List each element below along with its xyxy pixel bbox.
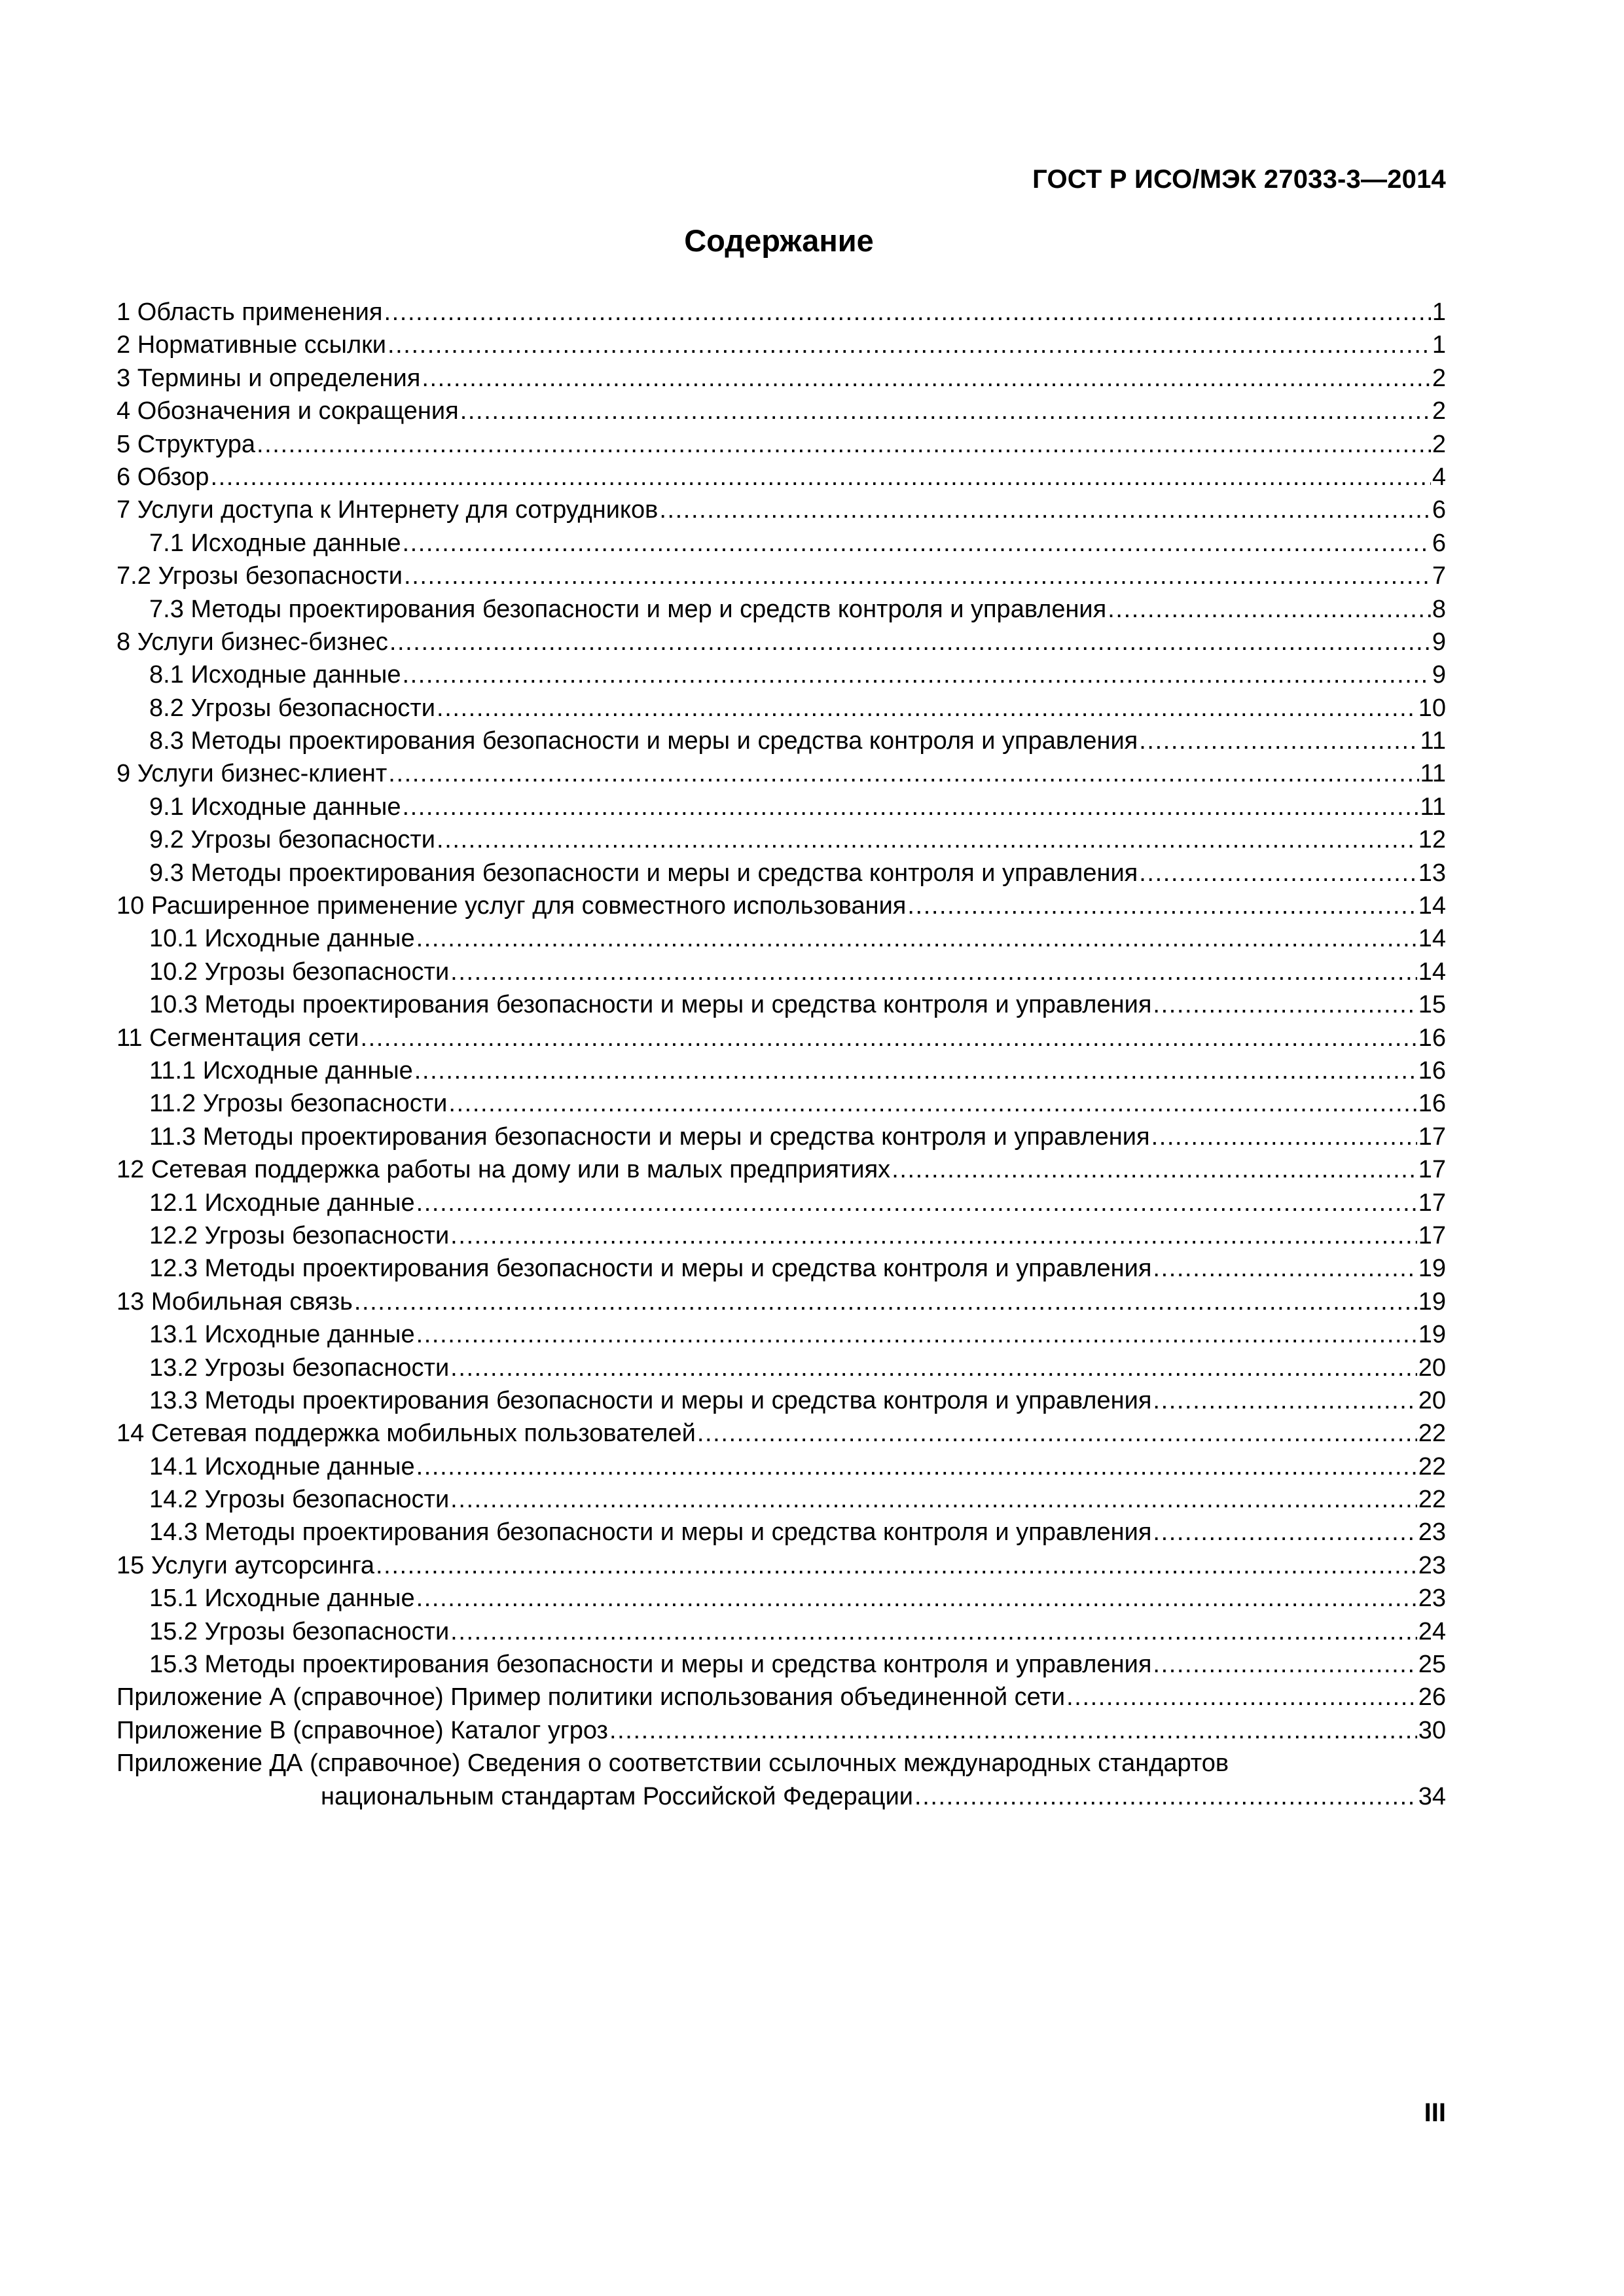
toc-entry-title: 12.3 Методы проектирования безопасности и меры и средства контроля и управления: [149, 1255, 1152, 1283]
toc-dot-leader: [1153, 1252, 1416, 1285]
toc-entry-title: 8.3 Методы проектирования безопасности и меры и средства контроля и управления: [149, 727, 1138, 755]
toc-entry-title: 8 Услуги бизнес-бизнес: [117, 628, 388, 656]
toc-entry-title: 2 Нормативные ссылки: [117, 331, 386, 359]
toc-entry-page: 14: [1418, 925, 1446, 953]
toc-dot-leader: [402, 658, 1430, 691]
toc-entry: [117, 791, 1446, 823]
toc-entry-page: 30: [1418, 1716, 1446, 1744]
toc-dot-leader: [1151, 1121, 1417, 1153]
toc-entry: [117, 956, 1446, 988]
toc-dot-leader: [914, 1780, 1417, 1813]
toc-entry-page: 22: [1418, 1420, 1446, 1448]
toc-entry-title: 7 Услуги доступа к Интернету для сотрудников: [117, 496, 659, 524]
toc-dot-leader: [1066, 1681, 1417, 1713]
toc-entry-title: 6 Обзор: [117, 463, 209, 491]
toc-entry: [117, 1483, 1446, 1516]
toc-entry: [117, 1054, 1446, 1087]
toc-entry: [117, 1648, 1446, 1681]
toc-entry: [117, 889, 1446, 922]
document-code: ГОСТ Р ИСО/МЭК 27033-3—2014: [1032, 165, 1446, 194]
toc-entry: [117, 362, 1446, 395]
toc-dot-leader: [609, 1714, 1417, 1747]
toc-dot-leader: [416, 1187, 1417, 1219]
toc-entry-page: 16: [1418, 1056, 1446, 1085]
toc-entry: [117, 1252, 1446, 1285]
toc-entry-title: 9.1 Исходные данные: [149, 793, 401, 821]
toc-entry-title: 15 Услуги аутсорсинга: [117, 1551, 374, 1579]
toc-dot-leader: [450, 1219, 1417, 1252]
toc-dot-leader: [450, 956, 1417, 988]
toc-entry: [117, 527, 1446, 560]
toc-entry-page: 19: [1418, 1287, 1446, 1316]
toc-entry-page: 14: [1418, 958, 1446, 986]
toc-entry-title: 11.2 Угрозы безопасности: [149, 1090, 448, 1118]
toc-entry: [117, 922, 1446, 955]
toc-dot-leader: [659, 493, 1431, 526]
toc-entry-page: 9: [1432, 661, 1446, 689]
toc-dot-leader: [1153, 1648, 1416, 1681]
toc-entry-title: 11.1 Исходные данные: [149, 1056, 413, 1085]
toc-entry-title: 14 Сетевая поддержка мобильных пользователей: [117, 1420, 696, 1448]
toc-dot-leader: [360, 1022, 1416, 1054]
toc-entry: [117, 493, 1446, 526]
toc-entry-page: 17: [1418, 1122, 1446, 1151]
toc-entry-page: 17: [1418, 1156, 1446, 1184]
toc-entry-page: 11: [1420, 793, 1446, 821]
toc-entry-title: национальным стандартам Российской Федерации: [321, 1782, 914, 1810]
toc-dot-leader: [450, 1615, 1417, 1648]
toc-dot-leader: [460, 395, 1431, 427]
toc-entry-page: 34: [1418, 1782, 1446, 1810]
toc-entry-page: 22: [1418, 1486, 1446, 1514]
toc-entry: [117, 1219, 1446, 1252]
toc-entry: [117, 1153, 1446, 1186]
toc-entry-page: 19: [1418, 1255, 1446, 1283]
toc-entry: [117, 1681, 1446, 1713]
toc-entry-title: 15.2 Угрозы безопасности: [149, 1617, 450, 1645]
toc-dot-leader: [416, 1582, 1417, 1615]
toc-entry-title: 10.3 Методы проектирования безопасности и меры и средства контроля и управления: [149, 991, 1152, 1019]
toc-entry-title: 4 Обозначения и сокращения: [117, 397, 459, 425]
toc-dot-leader: [416, 1318, 1417, 1351]
toc-dot-leader: [437, 692, 1417, 725]
toc-dot-leader: [907, 889, 1416, 922]
toc-entry-title: 7.3 Методы проектирования безопасности и мер и средств контроля и управления: [149, 595, 1107, 623]
toc-entry-page: 17: [1418, 1189, 1446, 1217]
toc-entry: [117, 1417, 1446, 1450]
toc-entry-page: 23: [1418, 1518, 1446, 1547]
toc-entry: [117, 1516, 1446, 1549]
toc-entry-title: 13.1 Исходные данные: [149, 1321, 415, 1349]
toc-dot-leader: [422, 362, 1431, 395]
toc-entry: [117, 857, 1446, 889]
toc-entry-title: Приложение ДА (справочное) Сведения о соответствии ссылочных международных стандартов: [117, 1749, 1229, 1778]
toc-entry-title: 9 Услуги бизнес-клиент: [117, 760, 388, 788]
toc-entry: [117, 692, 1446, 725]
toc-dot-leader: [450, 1352, 1417, 1384]
toc-entry: [117, 823, 1446, 856]
toc-entry-title: Приложение В (справочное) Каталог угроз: [117, 1716, 608, 1744]
toc-entry-page: 1: [1432, 331, 1446, 359]
toc-entry-title: 13.3 Методы проектирования безопасности и меры и средства контроля и управления: [149, 1386, 1152, 1414]
toc-entry-title: 8.2 Угрозы безопасности: [149, 694, 436, 722]
toc-entry-page: 2: [1432, 397, 1446, 425]
table-of-contents: [117, 296, 1446, 1813]
toc-dot-leader: [414, 1054, 1417, 1087]
toc-entry-page: 16: [1418, 1090, 1446, 1118]
toc-entry: [117, 329, 1446, 361]
toc-entry-title: 11.3 Методы проектирования безопасности и меры и средства контроля и управления: [149, 1122, 1150, 1151]
toc-entry-page: 2: [1432, 430, 1446, 458]
toc-entry-title: 7.1 Исходные данные: [149, 529, 401, 557]
toc-entry-page: 6: [1432, 496, 1446, 524]
toc-entry: [117, 658, 1446, 691]
toc-entry-title: 13.2 Угрозы безопасности: [149, 1354, 450, 1382]
toc-entry-page: 16: [1418, 1024, 1446, 1052]
toc-entry-page: 11: [1420, 727, 1446, 755]
toc-dot-leader: [389, 626, 1431, 658]
toc-entry: [117, 593, 1446, 626]
toc-entry-page: 24: [1418, 1617, 1446, 1645]
toc-dot-leader: [388, 757, 1418, 790]
toc-entry: [117, 626, 1446, 658]
toc-entry-title: 14.2 Угрозы безопасности: [149, 1486, 450, 1514]
toc-entry: [117, 1747, 1446, 1780]
toc-entry-title: 14.3 Методы проектирования безопасности и меры и средства контроля и управления: [149, 1518, 1152, 1547]
toc-entry-page: 20: [1418, 1386, 1446, 1414]
toc-dot-leader: [416, 922, 1417, 955]
toc-entry-title: 1 Область применения: [117, 298, 383, 326]
toc-entry: [117, 1121, 1446, 1153]
toc-entry: [117, 296, 1446, 329]
toc-entry: [117, 1285, 1446, 1318]
toc-entry: [117, 1582, 1446, 1615]
toc-entry-page: 19: [1418, 1321, 1446, 1349]
page-number: III: [1424, 2098, 1446, 2127]
toc-entry: [117, 1087, 1446, 1120]
toc-entry-page: 23: [1418, 1585, 1446, 1613]
toc-dot-leader: [402, 527, 1430, 560]
toc-entry-page: 2: [1432, 364, 1446, 392]
toc-dot-leader: [402, 791, 1418, 823]
toc-entry-page: 22: [1418, 1452, 1446, 1480]
toc-entry: [117, 1384, 1446, 1417]
toc-entry-page: 11: [1420, 760, 1446, 788]
toc-entry-page: 7: [1432, 562, 1446, 590]
toc-entry-page: 14: [1418, 892, 1446, 920]
toc-entry: [117, 461, 1446, 493]
toc-entry: [117, 395, 1446, 427]
toc-entry: [117, 1615, 1446, 1648]
toc-dot-leader: [892, 1153, 1417, 1186]
toc-entry: [117, 1318, 1446, 1351]
toc-dot-leader: [1139, 725, 1418, 757]
toc-entry: [117, 1352, 1446, 1384]
toc-entry-title: 10.1 Исходные данные: [149, 925, 415, 953]
toc-entry: [117, 560, 1446, 592]
toc-entry-page: 26: [1418, 1683, 1446, 1712]
toc-dot-leader: [1153, 988, 1416, 1021]
toc-entry: [117, 428, 1446, 461]
toc-entry-title: 11 Сегментация сети: [117, 1024, 359, 1052]
toc-entry-title: 12.1 Исходные данные: [149, 1189, 415, 1217]
toc-entry-page: 13: [1418, 859, 1446, 887]
toc-entry: [117, 1780, 1446, 1813]
toc-entry-page: 17: [1418, 1221, 1446, 1249]
toc-entry-title: 7.2 Угрозы безопасности: [117, 562, 403, 590]
toc-dot-leader: [1153, 1384, 1416, 1417]
toc-entry: [117, 988, 1446, 1021]
toc-entry-title: 13 Мобильная связь: [117, 1287, 353, 1316]
toc-dot-leader: [1153, 1516, 1416, 1549]
toc-entry-title: 5 Структура: [117, 430, 255, 458]
toc-dot-leader: [388, 329, 1431, 361]
toc-entry-page: 1: [1432, 298, 1446, 326]
toc-entry-page: 20: [1418, 1354, 1446, 1382]
toc-entry-title: 10 Расширенное применение услуг для совместного использования: [117, 892, 907, 920]
toc-entry-title: 14.1 Исходные данные: [149, 1452, 415, 1480]
toc-entry-title: 3 Термины и определения: [117, 364, 421, 392]
toc-entry: [117, 1450, 1446, 1483]
toc-dot-leader: [384, 296, 1430, 329]
toc-dot-leader: [1139, 857, 1416, 889]
toc-entry-page: 23: [1418, 1551, 1446, 1579]
toc-dot-leader: [376, 1549, 1417, 1582]
toc-entry-title: 12.2 Угрозы безопасности: [149, 1221, 450, 1249]
toc-entry-page: 12: [1418, 826, 1446, 854]
toc-entry-page: 9: [1432, 628, 1446, 656]
toc-dot-leader: [210, 461, 1430, 493]
toc-dot-leader: [257, 428, 1431, 461]
toc-entry-title: 9.2 Угрозы безопасности: [149, 826, 436, 854]
toc-entry-page: 4: [1432, 463, 1446, 491]
toc-entry-page: 6: [1432, 529, 1446, 557]
toc-dot-leader: [354, 1285, 1417, 1318]
toc-entry: [117, 1187, 1446, 1219]
toc-entry: [117, 1714, 1446, 1747]
toc-dot-leader: [437, 823, 1417, 856]
toc-dot-leader: [697, 1417, 1417, 1450]
toc-dot-leader: [404, 560, 1431, 592]
toc-entry: [117, 757, 1446, 790]
toc-entry-title: Приложение А (справочное) Пример политики использования объединенной сети: [117, 1683, 1066, 1712]
toc-entry: [117, 1549, 1446, 1582]
toc-dot-leader: [416, 1450, 1417, 1483]
toc-entry-title: 12 Сетевая поддержка работы на дому или в малых предприятиях: [117, 1156, 891, 1184]
toc-dot-leader: [450, 1483, 1417, 1516]
toc-entry-title: 8.1 Исходные данные: [149, 661, 401, 689]
toc-entry: [117, 1022, 1446, 1054]
toc-entry-title: 10.2 Угрозы безопасности: [149, 958, 450, 986]
toc-entry-page: 25: [1418, 1651, 1446, 1679]
toc-dot-leader: [448, 1087, 1416, 1120]
toc-title: Содержание: [684, 223, 874, 258]
toc-entry-title: 15.1 Исходные данные: [149, 1585, 415, 1613]
toc-entry-page: 10: [1418, 694, 1446, 722]
toc-entry-title: 15.3 Методы проектирования безопасности и меры и средства контроля и управления: [149, 1651, 1152, 1679]
toc-dot-leader: [1108, 593, 1431, 626]
toc-entry-page: 8: [1432, 595, 1446, 623]
toc-entry: [117, 725, 1446, 757]
toc-entry-page: 15: [1418, 991, 1446, 1019]
toc-entry-title: 9.3 Методы проектирования безопасности и меры и средства контроля и управления: [149, 859, 1138, 887]
